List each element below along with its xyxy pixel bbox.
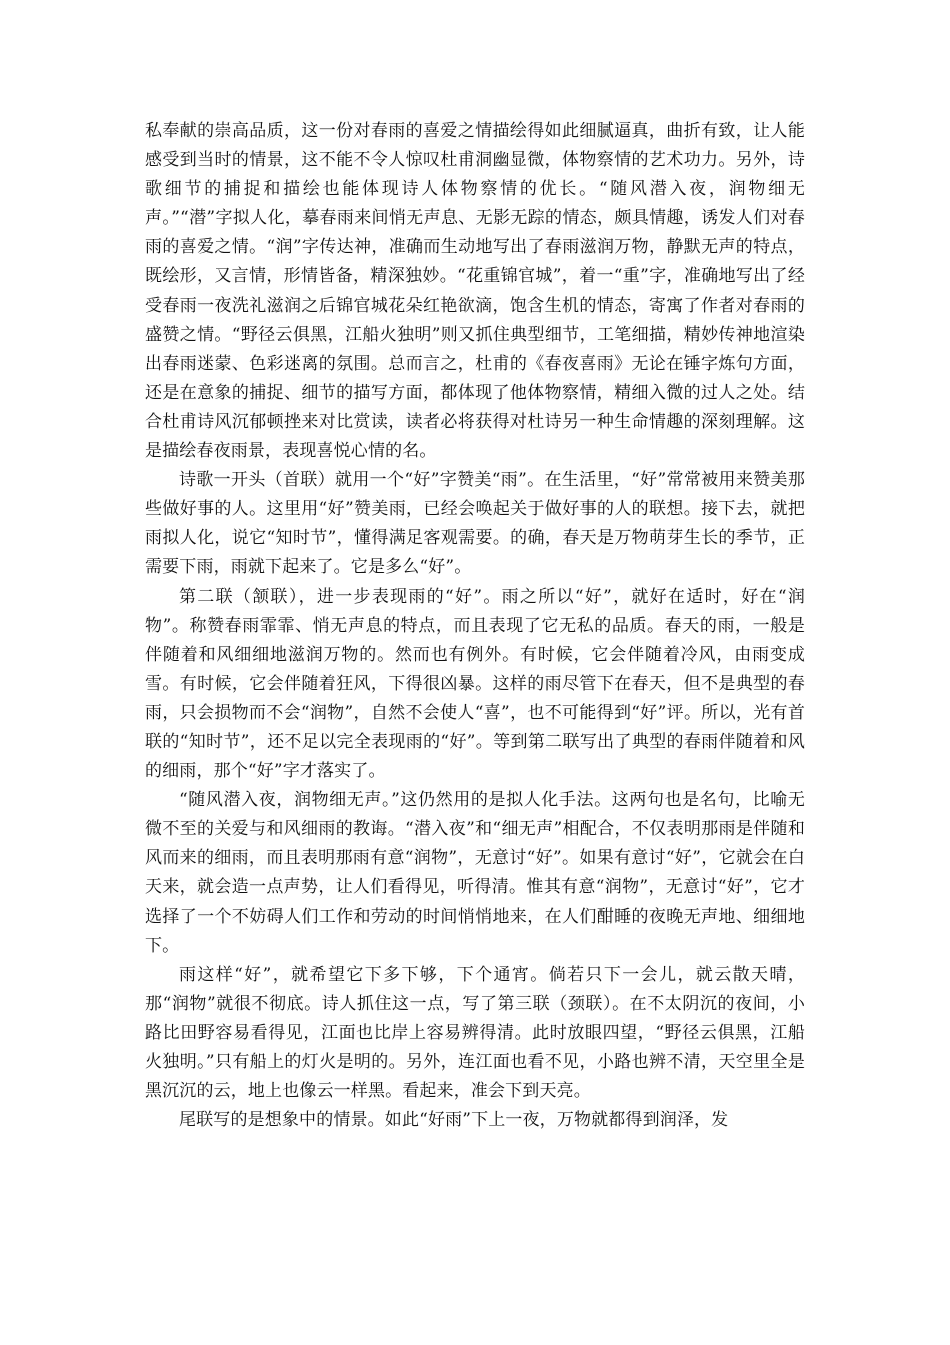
paragraph-second-couplet: 第二联（颔联），进一步表现雨的“好”。雨之所以“好”，就好在适时，好在“润物”。称赞春雨霏霏、悄无声息的特点，而且表现了它无私的品质。春天的雨，一般是伴随着和风细细地滋润万物的。然而也有例外。有时候，它会伴随着冷风，由雨变成雪。有时候，它会伴随着狂风，下得很凶暴。这样的雨尽管下在春天，但不是典型的春雨，只会损物而不会“润物”，自然不会使人“喜”，也不可能得到“好”评。所以，光有首联的“知时节”，还不足以完全表现雨的“好”。等到第二联写出了典型的春雨伴随着和风的细雨，那个“好”字才落实了。 (145, 586, 805, 782)
paragraph-continuation: 私奉献的崇高品质，这一份对春雨的喜爱之情描绘得如此细腻逼真，曲折有致，让人能感受到当时的情景，这不能不令人惊叹杜甫洞幽显微，体物察情的艺术功力。另外，诗歌细节的捕捉和描绘也能体现诗人体物察情的优长。“随风潜入夜，润物细无声。”“潜”字拟人化，摹春雨来间悄无声息、无影无踪的情态，颇具情趣，诱发人们对春雨的喜爱之情。“润”字传达神，准确而生动地写出了春雨滋润万物，静默无声的特点，既绘形，又言情，形情皆备，精深独妙。“花重锦官城”，着一“重”字，准确地写出了经受春雨一夜洗礼滋润之后锦官城花朵红艳欲滴，饱含生机的情态，寄寓了作者对春雨的盛赞之情。“野径云俱黑，江船火独明”则又抓住典型细节，工笔细描，精妙传神地渲染出春雨迷蒙、色彩迷离的氛围。总而言之，杜甫的《春夜喜雨》无论在锤字炼句方面，还是在意象的捕捉、细节的描写方面，都体现了他体物察情，精细入微的过人之处。结合杜甫诗风沉郁顿挫来对比赏读，读者必将获得对杜诗另一种生命情趣的深刻理解。这是描绘春夜雨景，表现喜悦心情的名。 (145, 121, 805, 462)
paragraph-first-couplet: 诗歌一开头（首联）就用一个“好”字赞美“雨”。在生活里，“好”常常被用来赞美那些做好事的人。这里用“好”赞美雨，已经会唤起关于做好事的人的联想。接下去，就把雨拟人化，说它“知时节”，懂得满足客观需要。的确，春天是万物萌芽生长的季节，正需要下雨，雨就下起来了。它是多么“好”。 (145, 470, 805, 578)
paragraph-last-couplet: 尾联写的是想象中的情景。如此“好雨”下上一夜，万物就都得到润泽，发 (179, 1110, 729, 1131)
paragraph-third-couplet: 雨这样“好”，就希望它下多下够，下个通宵。倘若只下一会儿，就云散天晴，那“润物”就很不彻底。诗人抓住这一点，写了第三联（颈联）。在不太阴沉的夜间，小路比田野容易看得见，江面也比岸上容易辨得清。此时放眼四望，“野径云俱黑，江船火独明。”只有船上的灯火是明的。另外，连江面也看不见，小路也辨不清，天空里全是黑沉沉的云，地上也像云一样黑。看起来，准会下到天亮。 (145, 964, 805, 1102)
paragraph-second-couplet-analysis: “随风潜入夜，润物细无声。”这仍然用的是拟人化手法。这两句也是名句，比喻无微不至的关爱与和风细雨的教诲。“潜入夜”和“细无声”相配合，不仅表明那雨是伴随和风而来的细雨，而且表明那雨有意“润物”，无意讨“好”。如果有意讨“好”，它就会在白天来，就会造一点声势，让人们看得见，听得清。惟其有意“润物”，无意讨“好”，它才选择了一个不妨碍人们工作和劳动的时间悄悄地来，在人们酣睡的夜晚无声地、细细地下。 (145, 790, 805, 956)
document-body (145, 117, 805, 1135)
